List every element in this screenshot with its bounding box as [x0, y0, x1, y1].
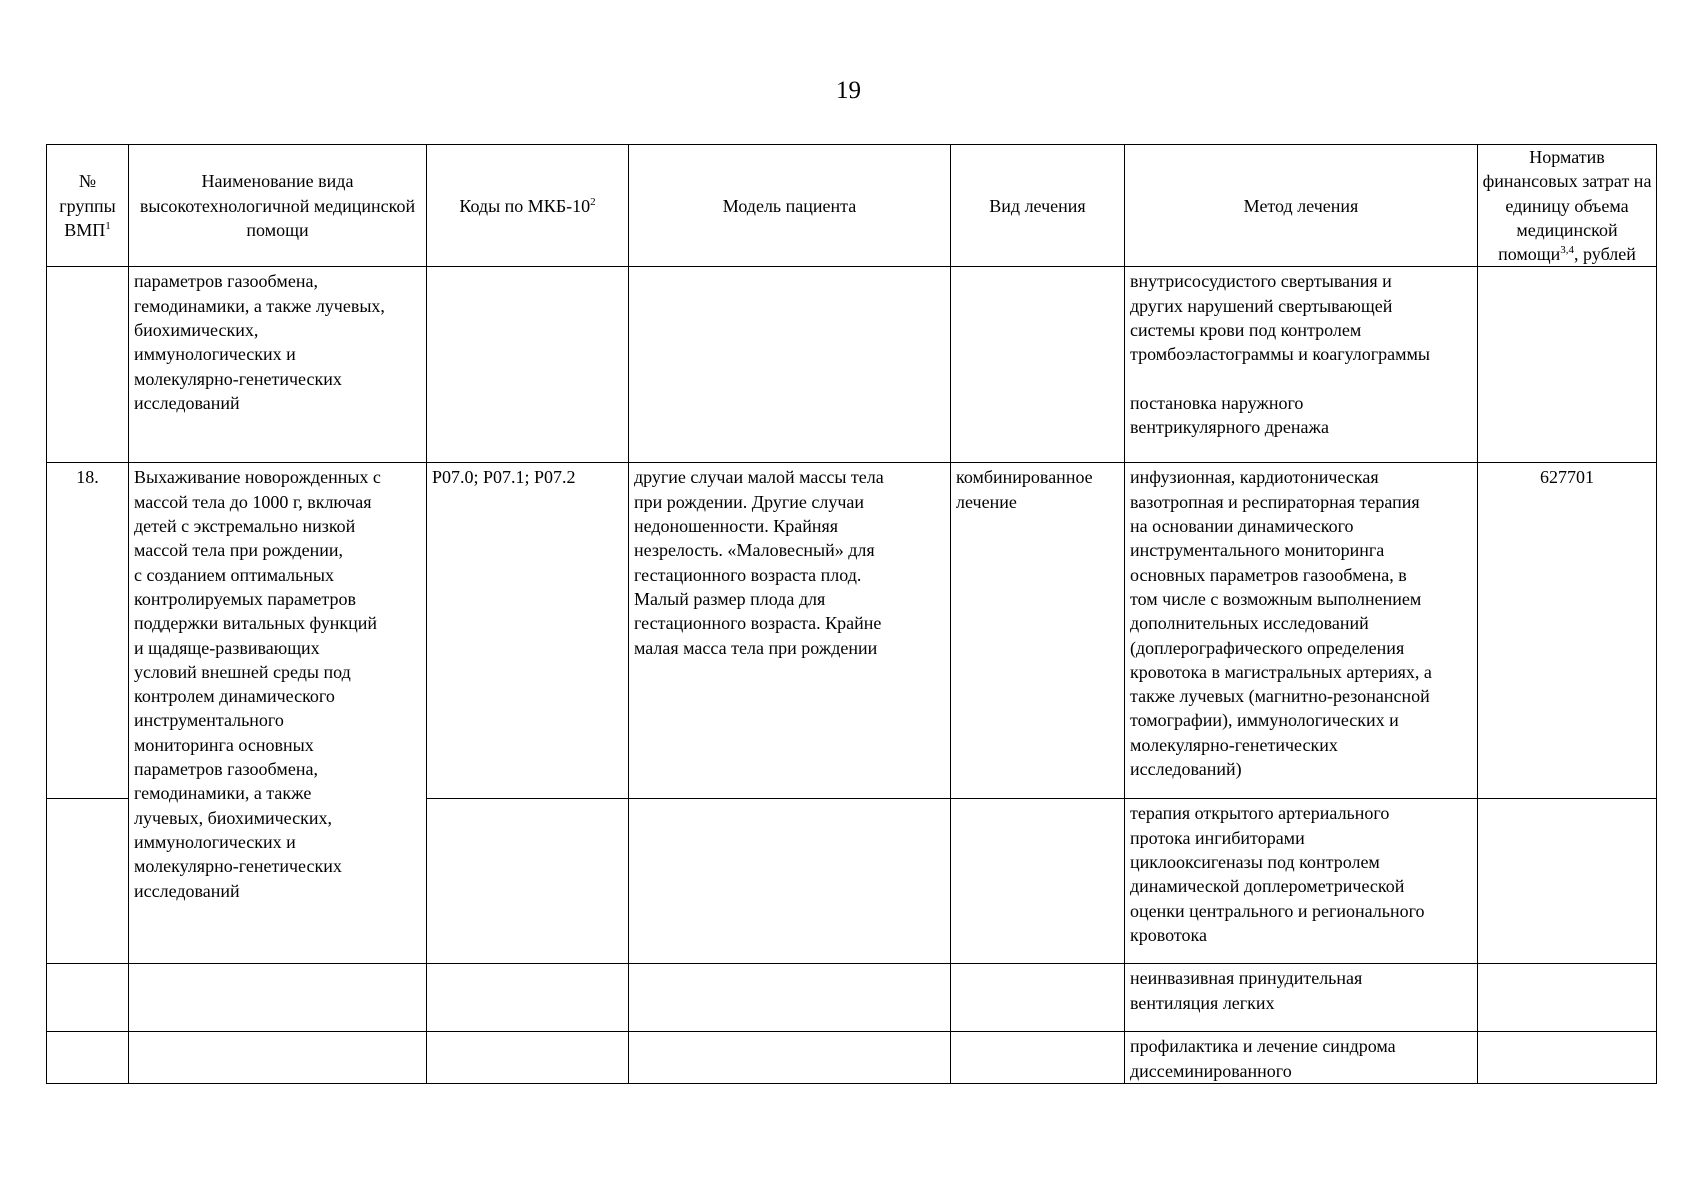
cell-patient-model [629, 964, 951, 1032]
cell-treatment-type [951, 1032, 1125, 1084]
cell-treatment-method: инфузионная, кардиотоническая вазотропная и респираторная терапия на основании динамического инструментального мониторинга основных параметров газообмена, в том числе с возможным выполнением дополнительных исследований (доплерографического определения кровотока в магистральных артериях, а также лучевых (магнитно-резонансной томографии), иммунологических и молекулярно-генетических исследований) [1125, 463, 1478, 799]
footnote-marker: 2 [590, 195, 596, 208]
cell-treatment-type [951, 964, 1125, 1032]
header-care-name: Наименование вида высокотехнологичной медицинской помощи [129, 145, 427, 267]
cell-care-name [129, 1032, 427, 1084]
method-text: внутрисосудистого свертывания и других нарушений свертывающей системы крови под контролем тромбоэластограммы и коагулограммы [1130, 271, 1431, 365]
cell-cost-norm [1478, 799, 1657, 964]
table-row [47, 463, 1657, 799]
header-icd-codes [427, 145, 629, 267]
cell-cost-norm [1478, 1032, 1657, 1084]
cell-patient-model [629, 1032, 951, 1084]
cell-icd-codes [427, 267, 629, 463]
table-row [47, 1032, 1657, 1084]
cell-care-name: Выхаживание новорожденных с массой тела до 1000 г, включая детей с экстремально низкой массой тела при рождении, с созданием оптимальных контролируемых параметров поддержки витальных функций и щадяще-развивающих условий внешней среды под контролем динамического инструментального мониторинга основных параметров газообмена, гемодинамики, а также лучевых, биохимических, иммунологических и молекулярно-генетических исследований [129, 463, 427, 964]
cell-patient-model [629, 267, 951, 463]
cell-treatment-type [951, 799, 1125, 964]
cell-icd-codes [427, 964, 629, 1032]
page-number: 19 [836, 77, 861, 104]
header-treatment-type: Вид лечения [951, 145, 1125, 267]
method-text: постановка наружного вентрикулярного дренажа [1130, 392, 1329, 437]
cell-treatment-method: профилактика и лечение синдрома диссеминированного [1125, 1032, 1478, 1084]
table-row [47, 267, 1657, 463]
header-group-text: № группы ВМП [59, 171, 116, 240]
cell-care-name [129, 964, 427, 1032]
cell-treatment-method: неинвазивная принудительная вентиляция легких [1125, 964, 1478, 1032]
cell-patient-model [629, 799, 951, 964]
footnote-marker: 3,4 [1560, 244, 1575, 257]
header-treatment-method: Метод лечения [1125, 145, 1478, 267]
table-header-row [47, 145, 1657, 267]
header-norm-tail: , рублей [1574, 244, 1636, 265]
header-cost-norm [1478, 145, 1657, 267]
header-group-number [47, 145, 129, 267]
cell-cost-norm: 627701 [1478, 463, 1657, 799]
footnote-marker: 1 [105, 219, 111, 232]
cell-icd-codes [427, 1032, 629, 1084]
cell-group-number: 18. [47, 463, 129, 799]
cell-treatment-type: комбинированное лечение [951, 463, 1125, 799]
cell-cost-norm [1478, 267, 1657, 463]
header-norm-text: Норматив финансовых затрат на единицу объема медицинской помощи [1482, 147, 1652, 265]
vmp-table [46, 144, 1657, 1084]
table-row [47, 964, 1657, 1032]
header-codes-text: Коды по МКБ-10 [459, 195, 591, 216]
cell-icd-codes [427, 799, 629, 964]
cell-group-number [47, 1032, 129, 1084]
header-patient-model: Модель пациента [629, 145, 951, 267]
cell-icd-codes: P07.0; P07.1; P07.2 [427, 463, 629, 799]
cell-treatment-method: терапия открытого артериального протока ингибиторами циклооксигеназы под контролем динамической доплерометрической оценки центрального и регионального кровотока [1125, 799, 1478, 964]
cell-group-number [47, 799, 129, 964]
cell-patient-model: другие случаи малой массы тела при рождении. Другие случаи недоношенности. Крайняя незрелость. «Маловесный» для гестационного возраста плод. Малый размер плода для гестационного возраста. Крайне малая масса тела при рождении [629, 463, 951, 799]
cell-treatment-method [1125, 267, 1478, 463]
cell-treatment-type [951, 267, 1125, 463]
cell-group-number [47, 267, 129, 463]
cell-care-name: параметров газообмена, гемодинамики, а также лучевых, биохимических, иммунологических и молекулярно-генетических исследований [129, 267, 427, 463]
cell-group-number [47, 964, 129, 1032]
cell-cost-norm [1478, 964, 1657, 1032]
